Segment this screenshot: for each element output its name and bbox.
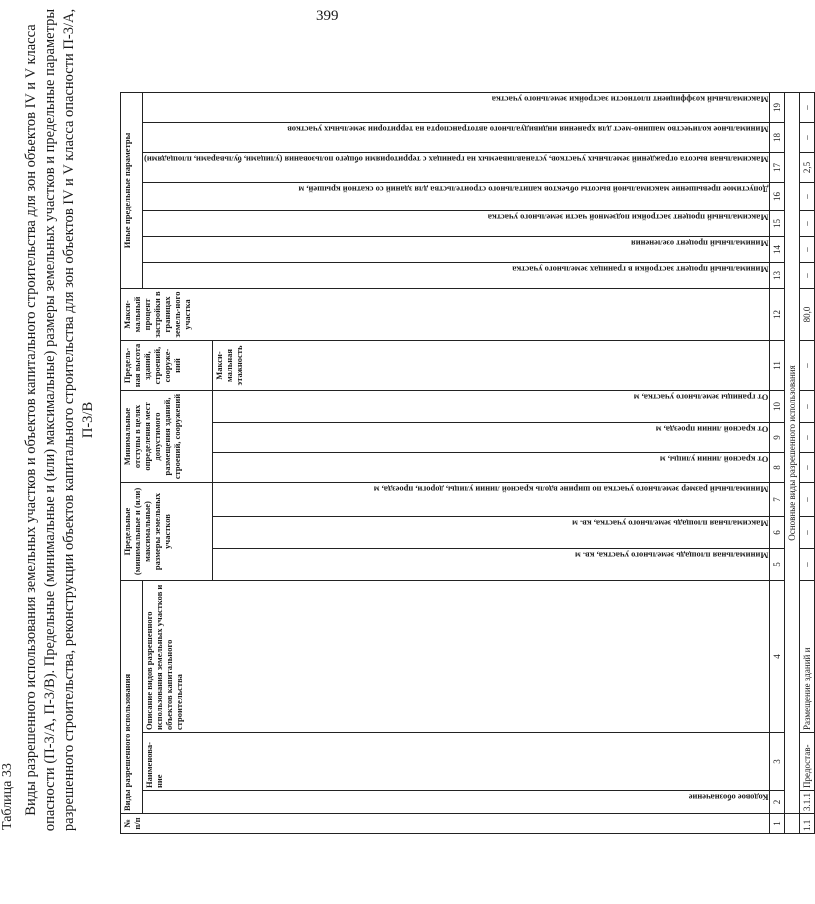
row-value: – bbox=[800, 517, 815, 549]
row-value: – bbox=[800, 211, 815, 237]
header-num: № п/п bbox=[121, 814, 770, 834]
row-value: – bbox=[800, 93, 815, 123]
col-number: 5 bbox=[770, 549, 785, 581]
header-offsets-group: Минимальные отступы в целях определения мест допустимого размещения зданий, строений, сооружений bbox=[121, 391, 213, 483]
row-code: 3.1.1 bbox=[800, 791, 815, 814]
header-other-group: Иные предельные параметры bbox=[121, 93, 143, 289]
col-number: 11 bbox=[770, 341, 785, 391]
col-number: 6 bbox=[770, 517, 785, 549]
col-number: 4 bbox=[770, 581, 785, 733]
header-p15: Максимальный процент застройки подземной части земельного участка bbox=[143, 211, 770, 237]
header-from-boundary: От границы земельного участка, м bbox=[213, 391, 770, 423]
row-value: 80,0 bbox=[800, 289, 815, 341]
table-caption: Виды разрешенного использования земельных участков и объектов капитального строительства для зон объектов IV и V класса опасности (П-3/А, П-3/В). Предельные (минимальные и (или) максимальные) размеры земельных участков и предельные параметры разрешенного строительства, реконструкции объектов капитального строительства для зон объектов IV и V класса опасности П-3/А, П-3/В bbox=[23, 8, 96, 832]
header-from-driveway: От красной линии проезда, м bbox=[213, 423, 770, 453]
col-number: 15 bbox=[770, 211, 785, 237]
header-p13: Минимальный процент застройки в границах земельного участка bbox=[143, 263, 770, 289]
header-max-area: Максимальная площадь земельного участка, кв. м bbox=[213, 517, 770, 549]
row-value: – bbox=[800, 341, 815, 391]
col-number: 10 bbox=[770, 391, 785, 423]
header-from-street: От красной линии улицы, м bbox=[213, 453, 770, 483]
row-num: 1.1 bbox=[800, 814, 815, 834]
page-number: 399 bbox=[316, 8, 339, 24]
col-number: 17 bbox=[770, 153, 785, 183]
col-number: 7 bbox=[770, 483, 785, 517]
row-value: – bbox=[800, 183, 815, 211]
col-number: 9 bbox=[770, 423, 785, 453]
row-value: – bbox=[800, 423, 815, 453]
header-p16: Допустимое превышение максимальной высоты объектов капитального строительства для зданий со скатной крышей, м bbox=[143, 183, 770, 211]
col-number: 19 bbox=[770, 93, 785, 123]
row-value: 2,5 bbox=[800, 153, 815, 183]
header-p18: Минимальное количество машино-мест для хранения индивидуального автотранспорта на территории земельных участков bbox=[143, 123, 770, 153]
header-p19: Максимальный коэффициент плотности застройки земельного участка bbox=[143, 93, 770, 123]
section-num-cell bbox=[785, 814, 800, 834]
row-value: – bbox=[800, 123, 815, 153]
col-number: 18 bbox=[770, 123, 785, 153]
header-p17: Максимальная высота ограждений земельных участков, устанавливаемых на границах с территориями общего пользования (улицами, бульварами, площадями) bbox=[143, 153, 770, 183]
row-value: – bbox=[800, 549, 815, 581]
header-height-group: Предель-ная высота зданий, строений, сооруже-ний bbox=[121, 341, 213, 391]
row-description: Размещение зданий и bbox=[800, 581, 815, 733]
row-value: – bbox=[800, 237, 815, 263]
header-min-width: Минимальный размер земельного участка по ширине вдоль красной линии улицы, дороги, проезда, м bbox=[213, 483, 770, 517]
col-number: 3 bbox=[770, 733, 785, 791]
col-number: 12 bbox=[770, 289, 785, 341]
header-name: Наименова-ние bbox=[143, 733, 770, 791]
header-max-coverage: Макси-мальный процент застройки в границах земель-ного участка bbox=[121, 289, 770, 341]
header-use-types: Виды разрешенного использования bbox=[121, 581, 143, 814]
land-use-table bbox=[120, 92, 815, 834]
col-number: 13 bbox=[770, 263, 785, 289]
header-code: Кодовое обозначение bbox=[143, 791, 770, 814]
header-description: Описание видов разрешенного использования земельных участков и объектов капитального строительства bbox=[143, 581, 770, 733]
col-number: 1 bbox=[770, 814, 785, 834]
col-number: 14 bbox=[770, 237, 785, 263]
header-p14: Минимальный процент озеленения bbox=[143, 237, 770, 263]
row-value: – bbox=[800, 391, 815, 423]
header-min-area: Минимальная площадь земельного участка, кв. м bbox=[213, 549, 770, 581]
row-value: – bbox=[800, 453, 815, 483]
table-label: Таблица 33 bbox=[0, 763, 15, 830]
row-value: – bbox=[800, 263, 815, 289]
col-number: 16 bbox=[770, 183, 785, 211]
row-value: – bbox=[800, 483, 815, 517]
header-sizes-group: Предельные (минимальные и (или) максимальные) размеры земельных участков bbox=[121, 483, 213, 581]
section-title: Основные виды разрешенного использования bbox=[785, 93, 800, 814]
col-number: 2 bbox=[770, 791, 785, 814]
header-max-floors: Макси-мальная этажность bbox=[213, 341, 770, 391]
row-name: Предостав- bbox=[800, 733, 815, 791]
col-number: 8 bbox=[770, 453, 785, 483]
